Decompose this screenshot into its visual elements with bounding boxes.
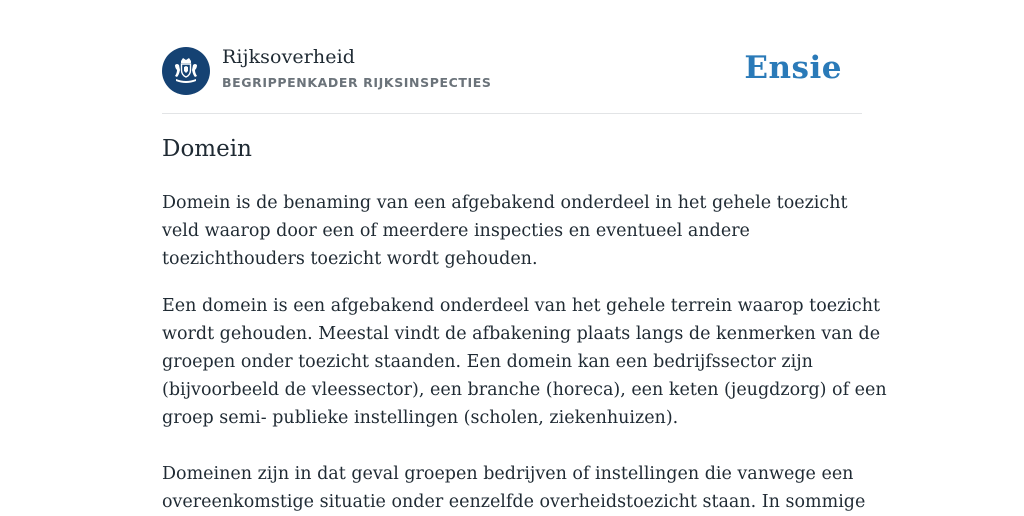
paragraph-line: Domeinen zijn in dat geval groepen bedrijven of instellingen die vanwege een bbox=[162, 464, 854, 484]
article-paragraph-2 bbox=[162, 292, 887, 432]
paragraph-line: veld waarop door een of meerdere inspecties en eventueel andere bbox=[162, 221, 750, 241]
ensie-logo-link[interactable]: Ensie bbox=[744, 50, 842, 86]
paragraph-line: wordt gehouden. Meestal vindt de afbakening plaats langs de kenmerken van de bbox=[162, 324, 881, 344]
paragraph-line: overeenkomstige situatie onder eenzelfde overheidstoezicht staan. In sommige bbox=[162, 492, 866, 512]
page bbox=[162, 0, 887, 512]
article-paragraph-3 bbox=[162, 460, 866, 516]
paragraph-line: (bijvoorbeeld de vleessector), een branche (horeca), een keten (jeugdzorg) of een bbox=[162, 380, 887, 400]
brand-name: Rijksoverheid bbox=[222, 46, 356, 68]
paragraph-line: groepen onder toezicht staanden. Een domein kan een bedrijfssector zijn bbox=[162, 352, 813, 372]
article-title: Domein bbox=[162, 136, 252, 162]
coat-of-arms-icon bbox=[169, 54, 203, 88]
rijksoverheid-logo[interactable] bbox=[162, 47, 210, 95]
paragraph-line: Een domein is een afgebakend onderdeel van het gehele terrein waarop toezicht bbox=[162, 296, 881, 316]
paragraph-line: groep semi- publieke instellingen (scholen, ziekenhuizen). bbox=[162, 408, 679, 428]
paragraph-line: toezichthouders toezicht wordt gehouden. bbox=[162, 249, 538, 269]
header bbox=[162, 46, 862, 96]
article-paragraph-1 bbox=[162, 189, 862, 273]
brand-subtitle: BEGRIPPENKADER RIJKSINSPECTIES bbox=[222, 75, 492, 90]
paragraph-line: Domein is de benaming van een afgebakend onderdeel in het gehele toezicht bbox=[162, 193, 848, 213]
header-divider bbox=[162, 113, 862, 114]
